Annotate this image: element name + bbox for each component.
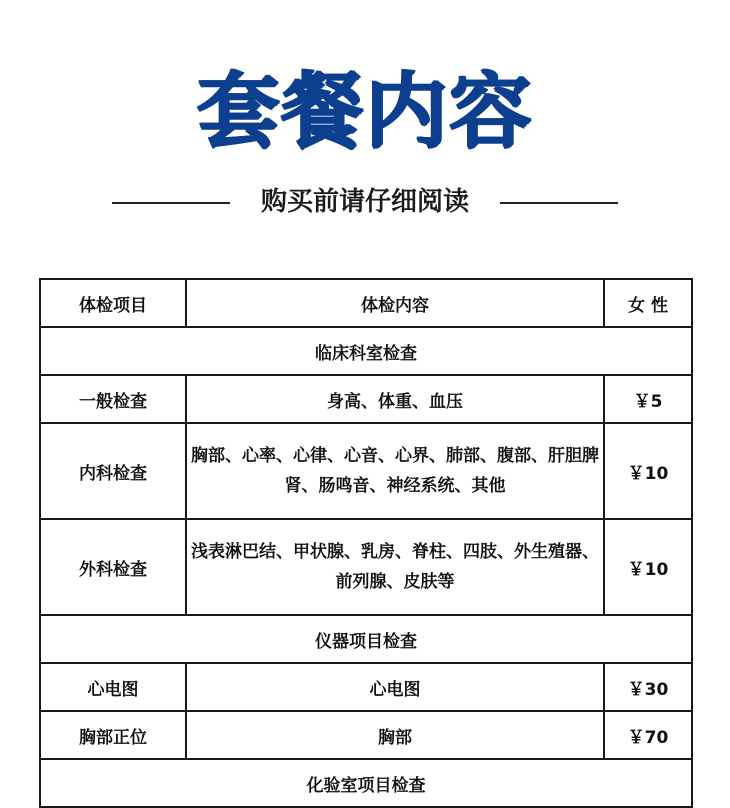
column-header-content: 体检内容 [186, 279, 604, 327]
section-row [40, 615, 692, 663]
item-name: 心电图 [40, 663, 186, 711]
subtitle-banner [0, 182, 730, 222]
package-table [39, 278, 693, 808]
table-row [40, 663, 692, 711]
item-content: 胸部 [186, 711, 604, 759]
item-price: ￥10 [604, 423, 692, 519]
table-row [40, 375, 692, 423]
item-price: ￥5 [604, 375, 692, 423]
item-name: 外科检查 [40, 519, 186, 615]
section-row [40, 327, 692, 375]
table-row [40, 519, 692, 615]
page-title: 套餐内容 [196, 64, 533, 159]
section-title: 仪器项目检查 [40, 615, 692, 663]
item-content: 浅表淋巴结、甲状腺、乳房、脊柱、四肢、外生殖器、前列腺、皮肤等 [186, 519, 604, 615]
section-title: 临床科室检查 [40, 327, 692, 375]
table-row [40, 423, 692, 519]
table-header-row [40, 279, 692, 327]
item-name: 胸部正位 [40, 711, 186, 759]
item-content: 身高、体重、血压 [186, 375, 604, 423]
item-price: ￥10 [604, 519, 692, 615]
item-name: 一般检查 [40, 375, 186, 423]
column-header-item: 体检项目 [40, 279, 186, 327]
item-content: 心电图 [186, 663, 604, 711]
section-row [40, 759, 692, 807]
right-divider [500, 202, 618, 204]
item-price: ￥30 [604, 663, 692, 711]
subtitle: 购买前请仔细阅读 [260, 187, 469, 217]
column-header-price: 女 性 [604, 279, 692, 327]
item-content: 胸部、心率、心律、心音、心界、肺部、腹部、肝胆脾肾、肠鸣音、神经系统、其他 [186, 423, 604, 519]
item-price: ￥70 [604, 711, 692, 759]
left-divider [112, 202, 230, 204]
table-row [40, 711, 692, 759]
item-name: 内科检查 [40, 423, 186, 519]
section-title: 化验室项目检查 [40, 759, 692, 807]
